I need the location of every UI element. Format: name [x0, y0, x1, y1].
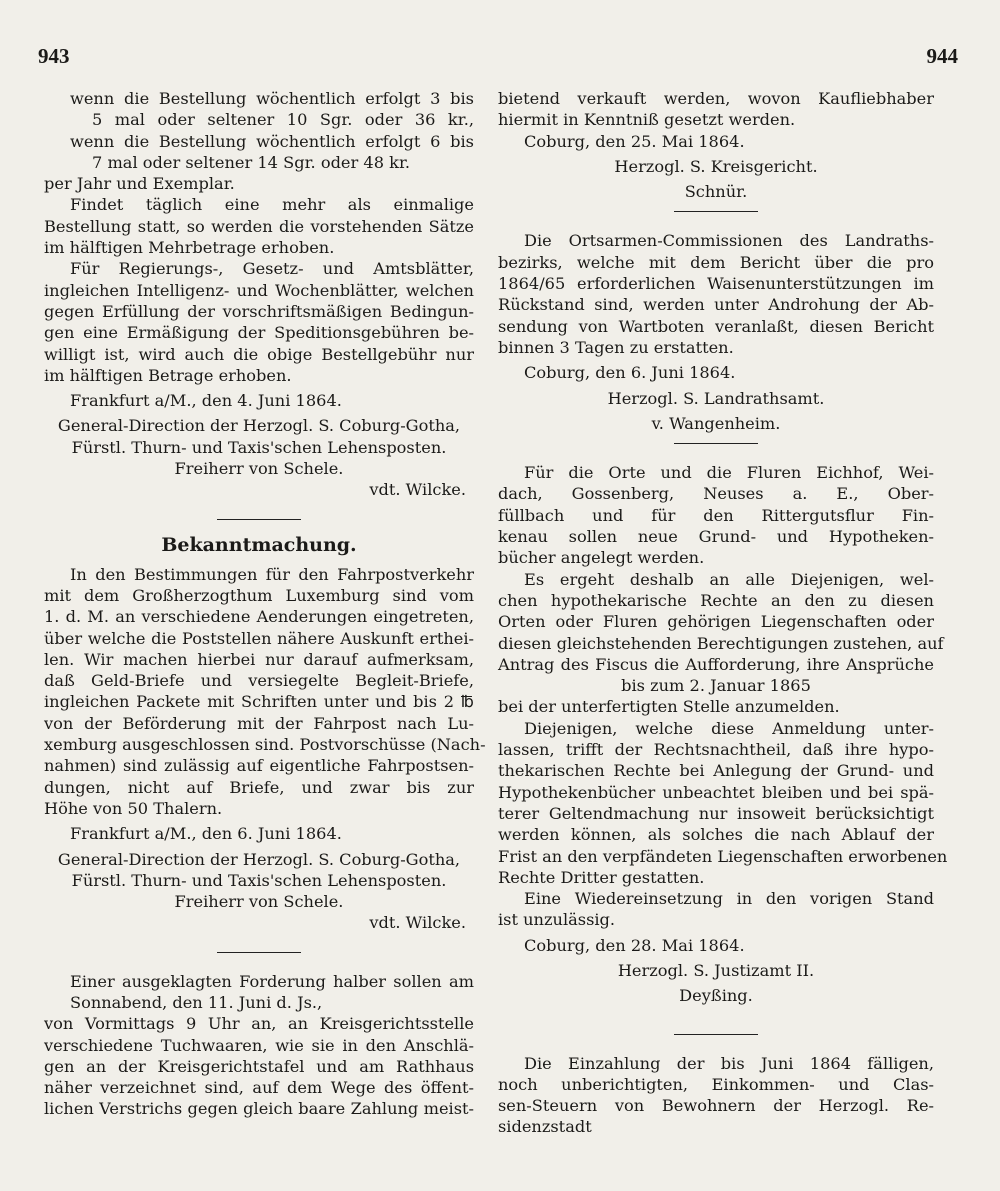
tax-payment-notice — [498, 1053, 934, 1138]
text-line: über welche die Poststellen nähere Auskunft erthei- — [44, 628, 474, 648]
signature-authority: Herzogl. S. Kreisgericht. — [614, 156, 818, 176]
text-line: xemburg ausgeschlossen sind. Postvorschüsse (Nach- — [44, 735, 486, 755]
text-line: binnen 3 Tagen zu erstatten. — [498, 337, 734, 357]
signature-vdt: vdt. Wilcke. — [369, 913, 466, 933]
text-line: bietend verkauft werden, wovon Kaufliebhaber — [498, 89, 934, 108]
text-line: bezirks, welche mit dem Bericht über die pro — [498, 252, 934, 272]
text-line: terer Geltendmachung nur insoweit berücksichtigt — [498, 803, 934, 823]
text-line: daß Geld-Briefe und versiegelte Begleit-Briefe, — [44, 671, 474, 691]
text-line: Für Regierungs-, Gesetz- und Amtsblätter, — [70, 259, 474, 279]
signature-name: Freiherr von Schele. — [174, 459, 344, 479]
text-line: nahmen) sind zulässig auf eigentliche Fahrpostsen- — [44, 756, 474, 776]
text-line: Findet täglich eine mehr als einmalige — [70, 195, 474, 215]
text-line: werden können, als solches die nach Ablauf der — [498, 825, 934, 845]
text-line: Einer ausgeklagten Forderung halber sollen am — [70, 971, 474, 991]
land-register-notice — [498, 462, 948, 1006]
text-line: bei der unterfertigten Stelle anzumelden. — [498, 697, 840, 717]
text-line: näher verzeichnet sind, auf dem Wege des öffent- — [44, 1078, 474, 1098]
text-line: 1. d. M. an verschiedene Aenderungen eingetreten, — [44, 607, 474, 627]
text-line: 5 mal oder seltener 10 Sgr. oder 36 kr., — [92, 110, 474, 130]
signature-vdt: vdt. Wilcke. — [369, 480, 466, 500]
text-line: Höhe von 50 Thalern. — [44, 798, 223, 818]
postage-rates-notice — [44, 88, 474, 501]
text-line: chen hypothekarische Rechte an den zu diesen — [498, 590, 934, 610]
text-line: dungen, nicht auf Briefe, und zwar bis zur — [44, 777, 474, 797]
text-line: thekarischen Rechte bei Anlegung der Grund- und — [498, 761, 934, 781]
section-heading: Bekanntmachung. — [161, 533, 357, 556]
text-line: gen eine Ermäßigung der Speditionsgebühren be- — [44, 323, 474, 343]
text-line: ingleichen Intelligenz- und Wochenblätter, welchen — [44, 280, 474, 300]
text-line: sen-Steuern von Bewohnern der Herzogl. Re- — [498, 1096, 934, 1116]
text-line: diesen gleichstehenden Berechtigungen zustehen, auf — [498, 633, 944, 653]
text-line: Es ergeht deshalb an alle Diejenigen, wel- — [524, 569, 934, 589]
left-column — [44, 88, 486, 1120]
text-line: wenn die Bestellung wöchentlich erfolgt 3 bis — [70, 89, 474, 108]
signature-authority: Fürstl. Thurn- und Taxis'schen Lehensposten. — [71, 437, 447, 457]
signature-authority: Herzogl. S. Justizamt II. — [617, 960, 815, 980]
text-line: noch unberichtigten, Einkommen- und Clas- — [498, 1074, 934, 1094]
text-line: Frist an den verpfändeten Liegenschaften erworbenen — [498, 846, 948, 866]
bekanntmachung-notice — [44, 530, 486, 934]
text-line: lichen Verstrichs gegen gleich baare Zahlung meist- — [44, 1099, 474, 1119]
text-line: füllbach und für den Rittergutsflur Fin- — [498, 505, 934, 525]
place-date: Frankfurt a/M., den 6. Juni 1864. — [70, 824, 342, 844]
text-line: kenau sollen neue Grund- und Hypotheken- — [498, 527, 934, 547]
deadline-line: bis zum 2. Januar 1865 — [621, 676, 811, 696]
right-column — [498, 88, 948, 1138]
text-line: willigt ist, wird auch die obige Bestellgebühr nur — [44, 344, 474, 364]
signature-authority: General-Direction der Herzogl. S. Coburg-Gotha, — [57, 416, 461, 436]
text-line: verschiedene Tuchwaaren, wie sie in den Anschlä- — [44, 1035, 474, 1055]
place-date: Coburg, den 28. Mai 1864. — [524, 935, 745, 955]
auction-notice — [44, 971, 474, 1120]
place-date: Frankfurt a/M., den 4. Juni 1864. — [70, 391, 342, 411]
text-line: Für die Orte und die Fluren Eichhof, Wei- — [524, 463, 934, 483]
page-number-left: 943 — [38, 44, 70, 68]
place-date: Coburg, den 25. Mai 1864. — [524, 131, 745, 151]
text-line: ist unzulässig. — [498, 910, 616, 930]
signature-authority: General-Direction der Herzogl. S. Coburg-Gotha, — [57, 849, 461, 869]
page-number-right: 944 — [926, 44, 958, 68]
text-line: von der Beförderung mit der Fahrpost nach Lu- — [44, 713, 474, 733]
text-line: Bestellung statt, so werden die vorstehenden Sätze — [44, 216, 474, 236]
text-line: Orten oder Fluren gehörigen Liegenschaften oder — [498, 612, 934, 632]
text-line: mit dem Großherzogthum Luxemburg sind vom — [44, 585, 474, 605]
orphan-support-notice — [498, 230, 934, 434]
signature-authority: Fürstl. Thurn- und Taxis'schen Lehensposten. — [71, 870, 447, 890]
text-line: ingleichen Packete mit Schriften unter und bis 2 ℔ — [44, 692, 474, 712]
text-line: lassen, trifft der Rechtsnachtheil, daß ihre hypo- — [498, 740, 934, 760]
text-line: wenn die Bestellung wöchentlich erfolgt 6 bis — [70, 131, 474, 151]
text-line: bücher angelegt werden. — [498, 548, 705, 568]
text-line: Eine Wiedereinsetzung in den vorigen Stand — [524, 889, 934, 909]
text-line: dach, Gossenberg, Neuses a. E., Ober- — [498, 484, 934, 504]
text-line: hiermit in Kenntniß gesetzt werden. — [498, 110, 796, 130]
signature-name: Schnür. — [684, 182, 748, 202]
text-line: Diejenigen, welche diese Anmeldung unter- — [524, 718, 934, 738]
signature-name: Deyßing. — [679, 986, 753, 1006]
text-line: gen an der Kreisgerichtstafel und am Rathhaus — [44, 1056, 474, 1076]
text-line: gegen Erfüllung der vorschriftsmäßigen Bedingun- — [44, 301, 474, 321]
auction-notice-continued — [498, 88, 934, 202]
text-line: Hypothekenbücher unbeachtet bleiben und bei spä- — [498, 782, 934, 802]
text-line: Die Ortsarmen-Commissionen des Landraths- — [524, 231, 934, 251]
text-line: Die Einzahlung der bis Juni 1864 fälligen, — [524, 1053, 934, 1073]
text-line: Sonnabend, den 11. Juni d. Js., — [70, 992, 323, 1012]
text-line: In den Bestimmungen für den Fahrpostverkehr — [70, 564, 474, 584]
text-line: im hälftigen Mehrbetrage erhoben. — [44, 238, 335, 258]
signature-name: Freiherr von Schele. — [174, 892, 344, 912]
text-line: Rückstand sind, werden unter Androhung der Ab- — [498, 295, 934, 315]
text-line: Rechte Dritter gestatten. — [498, 867, 705, 887]
signature-authority: Herzogl. S. Landrathsamt. — [607, 388, 825, 408]
text-line: per Jahr und Exemplar. — [44, 174, 235, 194]
text-line: sidenzstadt — [498, 1117, 592, 1137]
text-line: im hälftigen Betrage erhoben. — [44, 365, 292, 385]
text-line: 7 mal oder seltener 14 Sgr. oder 48 kr. — [92, 152, 411, 172]
text-line: 1864/65 erforderlichen Waisenunterstützungen im — [498, 274, 934, 294]
place-date: Coburg, den 6. Juni 1864. — [524, 363, 736, 383]
text-line: von Vormittags 9 Uhr an, an Kreisgerichtsstelle — [44, 1014, 474, 1034]
signature-name: v. Wangenheim. — [651, 413, 781, 433]
text-line: Antrag des Fiscus die Aufforderung, ihre Ansprüche — [498, 654, 934, 674]
text-line: len. Wir machen hierbei nur darauf aufmerksam, — [44, 649, 474, 669]
text-line: sendung von Wartboten veranlaßt, diesen Bericht — [498, 316, 934, 336]
